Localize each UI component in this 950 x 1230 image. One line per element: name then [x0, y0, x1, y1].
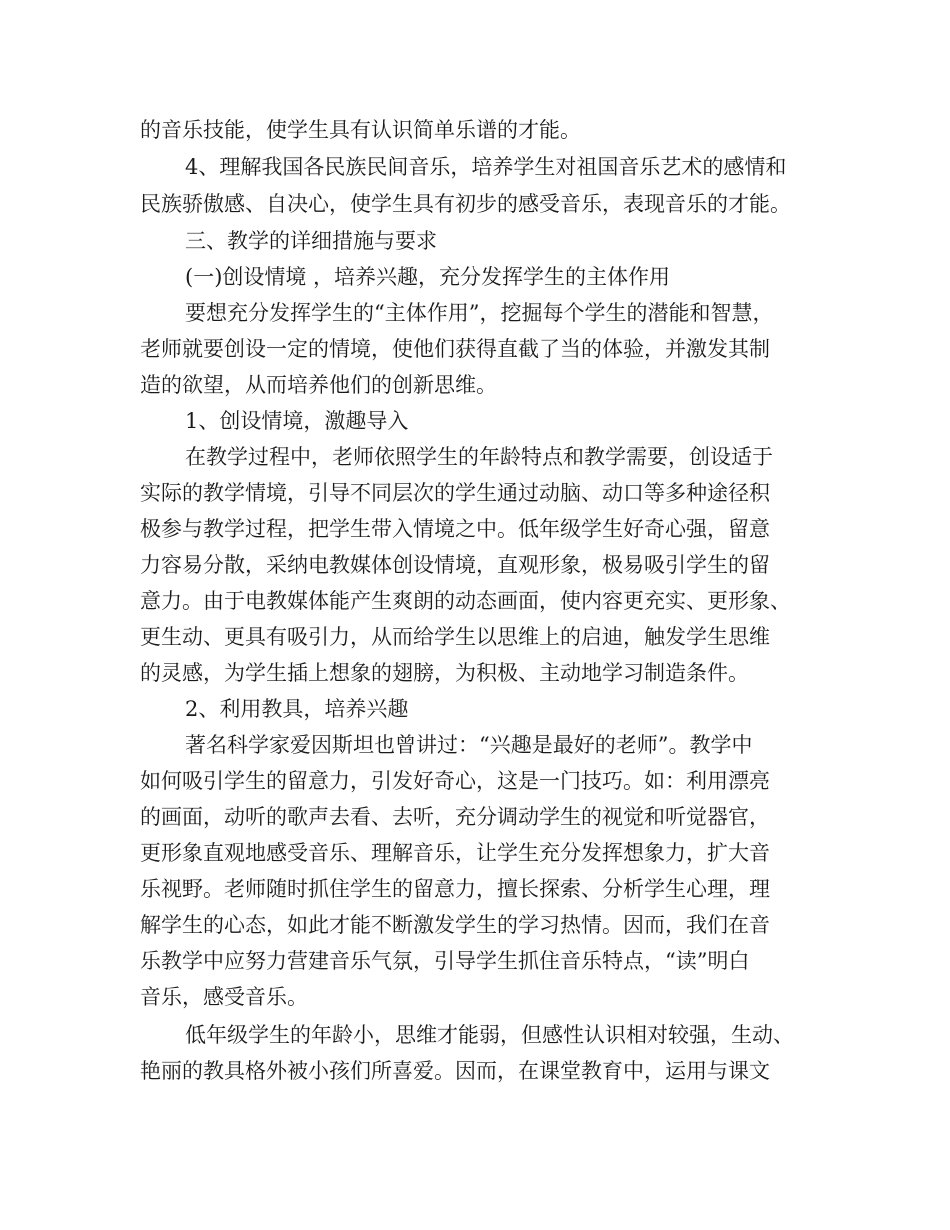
text-line: 造的欲望，从而培养他们的创新思维。 — [140, 373, 497, 397]
text-line: 的音乐技能，使学生具有认识简单乐谱的才能。 — [140, 118, 581, 142]
text-line: 要想充分发挥学生的“主体作用”，挖掘每个学生的潜能和智慧， — [185, 301, 774, 325]
item-heading: 1、创设情境，激趣导入 — [185, 409, 409, 433]
text-line: 音乐，感受音乐。 — [140, 985, 308, 1009]
text-line: 如何吸引学生的留意力，引发好奇心，这是一门技巧。如：利用漂亮 — [140, 769, 770, 793]
text-line: 乐视野。老师随时抓住学生的留意力，擅长探索、分析学生心理，理 — [140, 877, 770, 901]
text-line: 的灵感，为学生插上想象的翅膀，为积极、主动地学习制造条件。 — [140, 661, 749, 685]
text-line: 意力。由于电教媒体能产生爽朗的动态画面，使内容更充实、更形象、 — [140, 589, 791, 613]
text-line: 4、理解我国各民族民间音乐，培养学生对祖国音乐艺术的感情和 — [185, 155, 787, 179]
item-heading: 2、利用教具，培养兴趣 — [185, 697, 409, 721]
text-line: 乐教学中应努力营建音乐气氛，引导学生抓住音乐特点，“读”明白 — [140, 949, 750, 973]
text-line: 极参与教学过程，把学生带入情境之中。低年级学生好奇心强，留意 — [140, 517, 770, 541]
text-line: 著名科学家爱因斯坦也曾讲过：“兴趣是最好的老师”。教学中 — [185, 733, 753, 757]
text-line: 更生动、更具有吸引力，从而给学生以思维上的启迪，触发学生思维 — [140, 625, 770, 649]
text-line: 民族骄傲感、自决心，使学生具有初步的感受音乐，表现音乐的才能。 — [140, 192, 791, 216]
subsection-heading: (一)创设情境 ，培养兴趣，充分发挥学生的主体作用 — [185, 265, 671, 289]
text-line: 力容易分散，采纳电教媒体创设情境，直观形象，极易吸引学生的留 — [140, 553, 770, 577]
text-line: 更形象直观地感受音乐、理解音乐，让学生充分发挥想象力，扩大音 — [140, 841, 770, 865]
section-heading: 三、教学的详细措施与要求 — [185, 229, 437, 253]
text-line: 解学生的心态，如此才能不断激发学生的学习热情。因而，我们在音 — [140, 913, 770, 937]
text-line: 老师就要创设一定的情境，使他们获得直截了当的体验，并激发其制 — [140, 337, 770, 361]
text-line: 在教学过程中，老师依照学生的年龄特点和教学需要，创设适于 — [185, 445, 773, 469]
text-line: 实际的教学情境，引导不同层次的学生通过动脑、动口等多种途径积 — [140, 481, 770, 505]
text-line: 的画面，动听的歌声去看、去听，充分调动学生的视觉和听觉器官， — [140, 805, 770, 829]
text-line: 艳丽的教具格外被小孩们所喜爱。因而，在课堂教育中，运用与课文 — [140, 1059, 770, 1083]
text-line: 低年级学生的年龄小，思维才能弱，但感性认识相对较强，生动、 — [185, 1023, 794, 1047]
